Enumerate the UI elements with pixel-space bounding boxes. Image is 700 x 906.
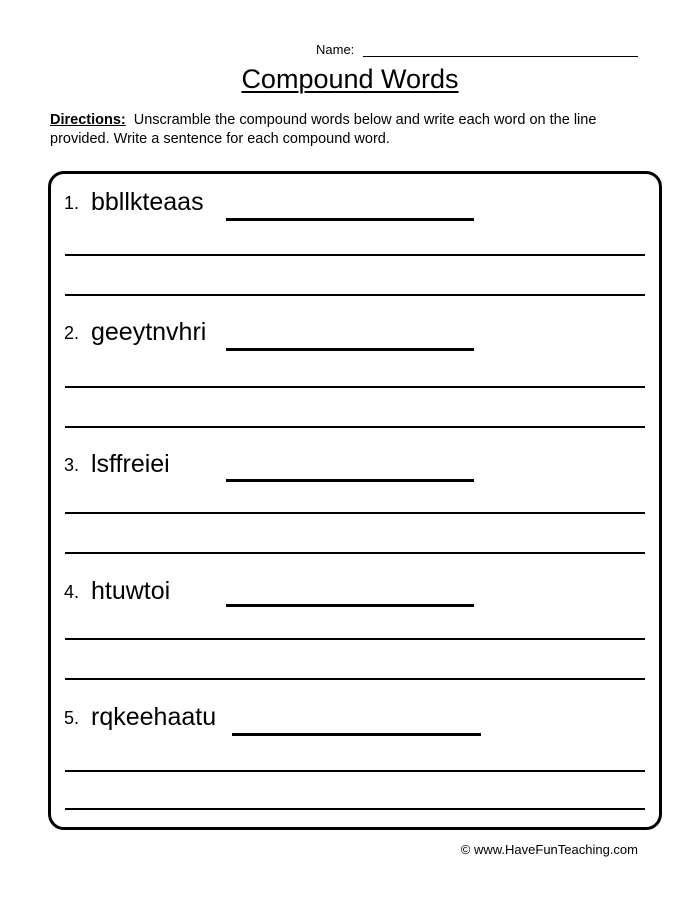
sentence-line-5a[interactable]	[65, 770, 645, 772]
scrambled-word: lsffreiei	[91, 450, 170, 478]
directions-text: Unscramble the compound words below and write each word on the line provided. Write a sentence for each compound word.	[50, 112, 597, 147]
name-field	[316, 42, 646, 60]
scrambled-word: geeytnvhri	[91, 318, 207, 346]
answer-line-5[interactable]	[232, 733, 481, 736]
answer-line-4[interactable]	[226, 604, 474, 607]
sentence-line-4a[interactable]	[65, 638, 645, 640]
sentence-line-5b[interactable]	[65, 808, 645, 810]
sentence-line-1b[interactable]	[65, 294, 645, 296]
name-label: Name:	[316, 42, 355, 57]
item-number: 5.	[64, 708, 80, 728]
scrambled-word: htuwtoi	[91, 577, 171, 605]
sentence-line-4b[interactable]	[65, 678, 645, 680]
sentence-line-2a[interactable]	[65, 386, 645, 388]
item-number: 2.	[64, 323, 80, 343]
answer-line-2[interactable]	[226, 348, 474, 351]
copyright-footer: © www.HaveFunTeaching.com	[460, 842, 638, 857]
answer-line-3[interactable]	[226, 479, 474, 482]
scrambled-word: rqkeehaatu	[91, 703, 217, 731]
sentence-line-1a[interactable]	[65, 254, 645, 256]
name-write-line[interactable]	[363, 56, 638, 57]
sentence-line-3a[interactable]	[65, 512, 645, 514]
item-number: 3.	[64, 455, 80, 475]
directions-label: Directions:	[50, 112, 126, 128]
sentence-line-2b[interactable]	[65, 426, 645, 428]
worksheet-item-4	[62, 573, 482, 613]
scrambled-word: bbllkteaas	[91, 188, 204, 216]
item-number: 1.	[64, 193, 80, 213]
item-number: 4.	[64, 582, 80, 602]
answer-line-1[interactable]	[226, 218, 474, 221]
page-title: Compound Words	[241, 64, 459, 94]
directions	[50, 111, 650, 149]
sentence-line-3b[interactable]	[65, 552, 645, 554]
